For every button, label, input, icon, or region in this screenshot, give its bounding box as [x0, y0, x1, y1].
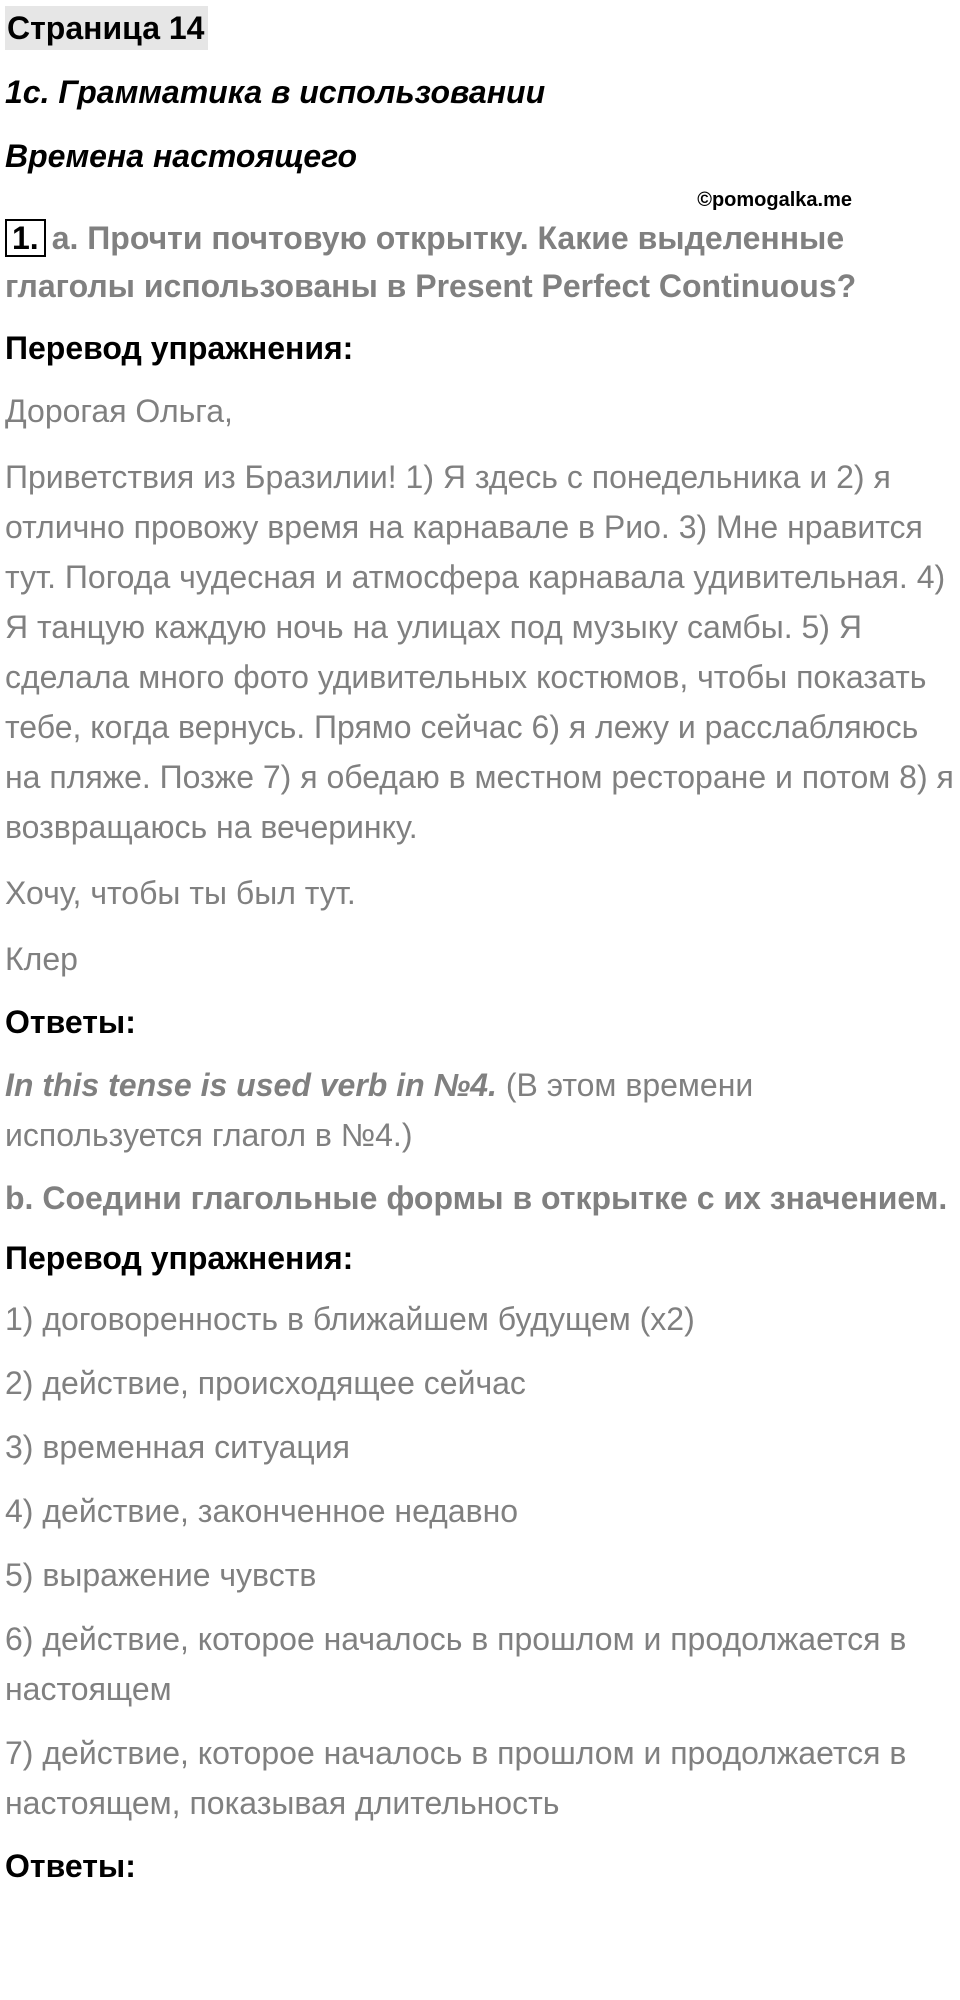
letter-body: Приветствия из Бразилии! 1) Я здесь с понедельника и 2) я отлично провожу время на карнавале в Рио. 3) Мне нравится тут. Погода чудесная и атмосфера карнавала удивительная. 4) Я танцую каждую ночь на улицах под музыку самбы. 5) Я сделала много фото удивительных костюмов, чтобы показать тебе, когда вернусь. Прямо сейчас 6) я лежу и расслабляюсь на пляже. Позже 7) я обедаю в местном ресторане и потом 8) я возвращаюсь на вечеринку.	[5, 459, 954, 845]
answers-label: Ответы:	[5, 1004, 136, 1040]
answer-a-english: In this tense is used verb in №4.	[5, 1067, 497, 1103]
task-b-instruction: b. Соедини глагольные формы в открытке с их значением.	[5, 1180, 948, 1216]
list-item: 1) договоренность в ближайшем будущем (x2)	[5, 1301, 695, 1337]
list-item: 7) действие, которое началось в прошлом и продолжается в настоящем, показывая длительность	[5, 1735, 907, 1821]
task-1-text: a. Прочти почтовую открытку. Какие выделенные глаголы использованы в Present Perfect Continuous?	[5, 220, 857, 304]
list-item: 3) временная ситуация	[5, 1429, 350, 1465]
translation-label-b: Перевод упражнения:	[5, 1240, 354, 1276]
answers-label-b: Ответы:	[5, 1848, 136, 1884]
list-item: 4) действие, законченное недавно	[5, 1493, 519, 1529]
section-heading: 1c. Грамматика в использовании	[5, 74, 546, 110]
translation-label: Перевод упражнения:	[5, 330, 354, 366]
page-number-label: Страница 14	[5, 6, 208, 50]
letter-closing: Хочу, чтобы ты был тут.	[5, 875, 356, 911]
task-number-box: 1.	[5, 219, 46, 257]
answer-a-russian: (В этом времени используется глагол в №4.)	[5, 1067, 754, 1153]
sub-heading: Времена настоящего	[5, 138, 358, 174]
meanings-list	[5, 1294, 960, 1828]
task-1-block	[5, 189, 960, 310]
list-item: 2) действие, происходящее сейчас	[5, 1365, 526, 1401]
letter-signature: Клер	[5, 941, 78, 977]
list-item: 6) действие, которое началось в прошлом и продолжается в настоящем	[5, 1621, 907, 1707]
watermark: ©pomogalka.me	[697, 189, 852, 211]
answer-a	[5, 1060, 960, 1160]
list-item: 5) выражение чувств	[5, 1557, 317, 1593]
letter-greeting: Дорогая Ольга,	[5, 393, 233, 429]
